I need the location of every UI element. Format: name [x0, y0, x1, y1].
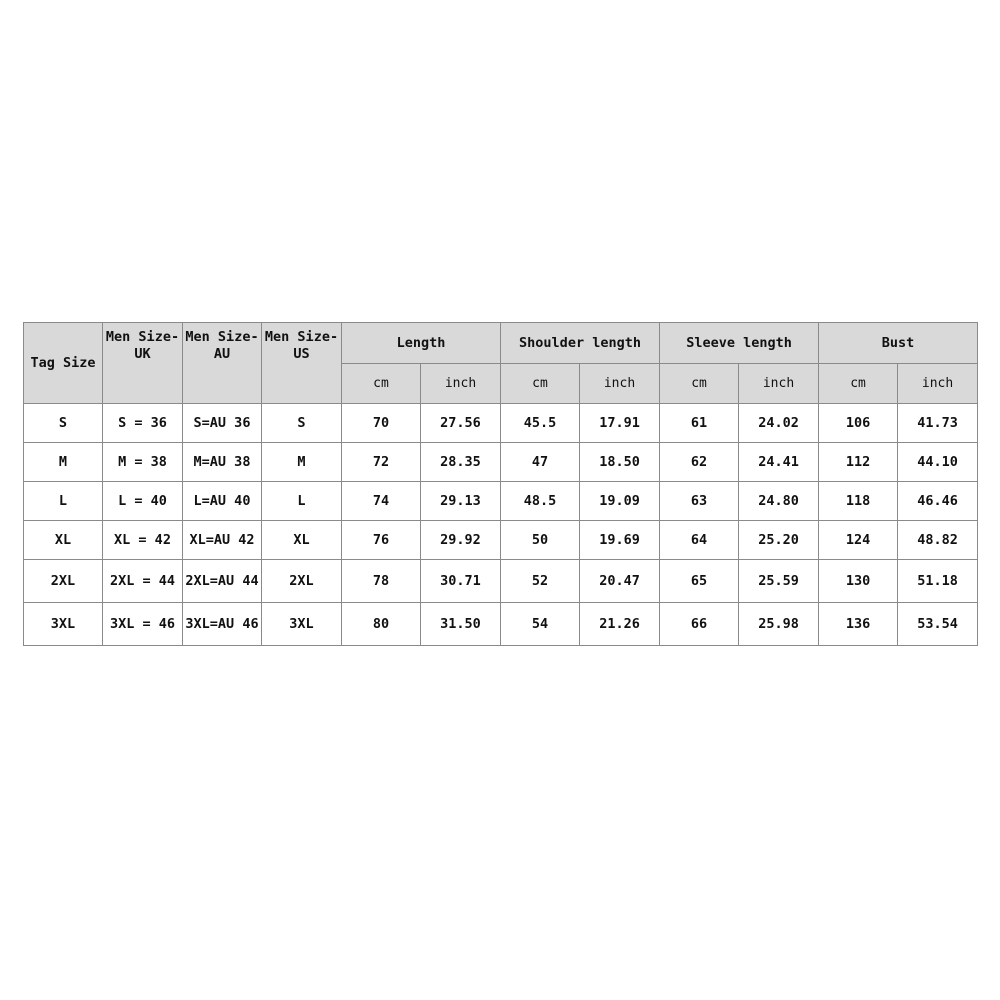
shoulder-cm-cell: 50 — [501, 521, 580, 560]
bust-inch-cell: 51.18 — [898, 560, 978, 603]
shoulder-inch-cell: 18.50 — [580, 443, 660, 482]
sleeve-inch-cell: 24.41 — [739, 443, 819, 482]
unit-cm: cm — [501, 364, 580, 404]
size-table — [23, 322, 978, 646]
table-row — [24, 603, 978, 646]
header-men-size-us: Men Size-US — [262, 323, 342, 404]
length-inch-cell: 29.92 — [421, 521, 501, 560]
sleeve-inch-cell: 25.20 — [739, 521, 819, 560]
sleeve-cm-cell: 63 — [660, 482, 739, 521]
table-row — [24, 521, 978, 560]
table-row — [24, 560, 978, 603]
length-cm-cell: 70 — [342, 404, 421, 443]
unit-inch: inch — [580, 364, 660, 404]
uk-size-cell: S = 36 — [103, 404, 183, 443]
us-size-cell: M — [262, 443, 342, 482]
shoulder-cm-cell: 45.5 — [501, 404, 580, 443]
header-bust: Bust — [819, 323, 978, 364]
length-inch-cell: 27.56 — [421, 404, 501, 443]
header-men-size-uk: Men Size-UK — [103, 323, 183, 404]
length-cm-cell: 78 — [342, 560, 421, 603]
us-size-cell: 3XL — [262, 603, 342, 646]
au-size-cell: M=AU 38 — [183, 443, 262, 482]
uk-size-cell: XL = 42 — [103, 521, 183, 560]
unit-cm: cm — [342, 364, 421, 404]
unit-inch: inch — [898, 364, 978, 404]
sleeve-cm-cell: 61 — [660, 404, 739, 443]
sleeve-inch-cell: 25.59 — [739, 560, 819, 603]
bust-cm-cell: 118 — [819, 482, 898, 521]
shoulder-cm-cell: 48.5 — [501, 482, 580, 521]
us-size-cell: L — [262, 482, 342, 521]
sleeve-cm-cell: 64 — [660, 521, 739, 560]
sleeve-cm-cell: 66 — [660, 603, 739, 646]
sleeve-inch-cell: 24.80 — [739, 482, 819, 521]
length-cm-cell: 72 — [342, 443, 421, 482]
unit-cm: cm — [660, 364, 739, 404]
length-inch-cell: 30.71 — [421, 560, 501, 603]
us-size-cell: XL — [262, 521, 342, 560]
tag-size-cell: L — [24, 482, 103, 521]
tag-size-cell: M — [24, 443, 103, 482]
unit-inch: inch — [421, 364, 501, 404]
tag-size-cell: S — [24, 404, 103, 443]
us-size-cell: 2XL — [262, 560, 342, 603]
table-row — [24, 443, 978, 482]
sleeve-cm-cell: 62 — [660, 443, 739, 482]
uk-size-cell: 3XL = 46 — [103, 603, 183, 646]
bust-inch-cell: 48.82 — [898, 521, 978, 560]
length-cm-cell: 74 — [342, 482, 421, 521]
au-size-cell: S=AU 36 — [183, 404, 262, 443]
us-size-cell: S — [262, 404, 342, 443]
shoulder-inch-cell: 21.26 — [580, 603, 660, 646]
uk-size-cell: 2XL = 44 — [103, 560, 183, 603]
header-length: Length — [342, 323, 501, 364]
bust-cm-cell: 136 — [819, 603, 898, 646]
size-chart — [23, 322, 977, 646]
sleeve-inch-cell: 25.98 — [739, 603, 819, 646]
au-size-cell: L=AU 40 — [183, 482, 262, 521]
uk-size-cell: L = 40 — [103, 482, 183, 521]
bust-inch-cell: 41.73 — [898, 404, 978, 443]
tag-size-cell: 3XL — [24, 603, 103, 646]
shoulder-inch-cell: 17.91 — [580, 404, 660, 443]
table-row — [24, 482, 978, 521]
length-inch-cell: 29.13 — [421, 482, 501, 521]
bust-cm-cell: 124 — [819, 521, 898, 560]
length-cm-cell: 76 — [342, 521, 421, 560]
bust-cm-cell: 106 — [819, 404, 898, 443]
tag-size-cell: 2XL — [24, 560, 103, 603]
bust-inch-cell: 46.46 — [898, 482, 978, 521]
shoulder-cm-cell: 52 — [501, 560, 580, 603]
sleeve-inch-cell: 24.02 — [739, 404, 819, 443]
unit-inch: inch — [739, 364, 819, 404]
shoulder-inch-cell: 19.69 — [580, 521, 660, 560]
header-sleeve-length: Sleeve length — [660, 323, 819, 364]
uk-size-cell: M = 38 — [103, 443, 183, 482]
shoulder-inch-cell: 19.09 — [580, 482, 660, 521]
bust-inch-cell: 44.10 — [898, 443, 978, 482]
tag-size-cell: XL — [24, 521, 103, 560]
bust-cm-cell: 130 — [819, 560, 898, 603]
length-cm-cell: 80 — [342, 603, 421, 646]
au-size-cell: XL=AU 42 — [183, 521, 262, 560]
au-size-cell: 3XL=AU 46 — [183, 603, 262, 646]
length-inch-cell: 31.50 — [421, 603, 501, 646]
length-inch-cell: 28.35 — [421, 443, 501, 482]
shoulder-inch-cell: 20.47 — [580, 560, 660, 603]
header-tag-size: Tag Size — [24, 323, 103, 404]
bust-cm-cell: 112 — [819, 443, 898, 482]
header-row — [24, 323, 978, 364]
shoulder-cm-cell: 54 — [501, 603, 580, 646]
unit-cm: cm — [819, 364, 898, 404]
bust-inch-cell: 53.54 — [898, 603, 978, 646]
table-row — [24, 404, 978, 443]
header-men-size-au: Men Size-AU — [183, 323, 262, 404]
header-shoulder-length: Shoulder length — [501, 323, 660, 364]
au-size-cell: 2XL=AU 44 — [183, 560, 262, 603]
sleeve-cm-cell: 65 — [660, 560, 739, 603]
shoulder-cm-cell: 47 — [501, 443, 580, 482]
